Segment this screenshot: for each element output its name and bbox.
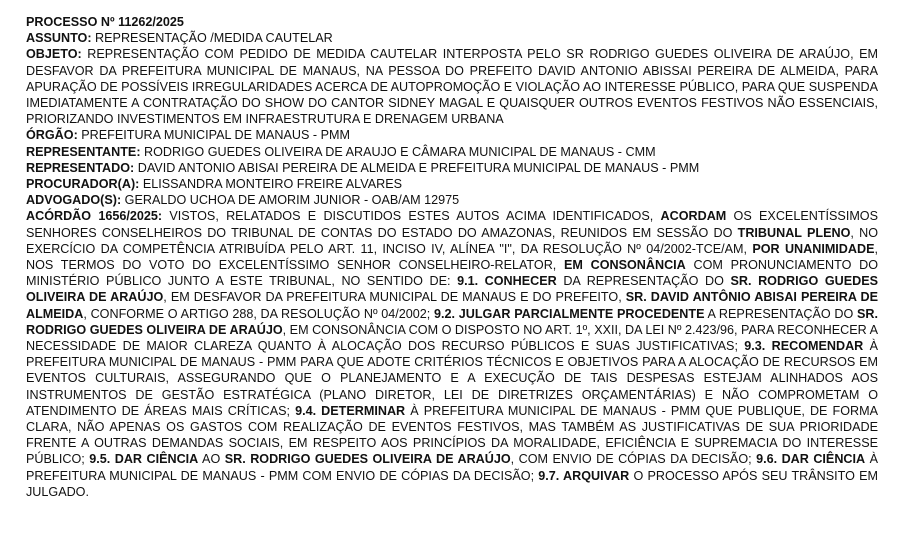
advogado-line <box>26 192 878 208</box>
assunto-value: REPRESENTAÇÃO /MEDIDA CAUTELAR <box>95 31 333 46</box>
representante-value: RODRIGO GUEDES OLIVEIRA DE ARAUJO E CÂMARA MUNICIPAL DE MANAUS - CMM <box>144 144 656 159</box>
representado-line <box>26 160 878 176</box>
acordao-text-segment: À PREFEITURA MUNICIPAL DE MANAUS - PMM QUE PUBLIQUE, DE FORMA CLARA, NÃO APENAS OS GASTOS COM REALIZAÇÃO DE EVENTOS FESTIVOS, MAS TAMBÉM AS JUSTIFICATIVAS DE SUA PRIORIDADE FRENTE A OUTRAS DEMANDAS SOCIAIS, EM RESPEITO AOS PRINCÍPIOS DA MORALIDADE, EFICIÊNCIA E SUPREMACIA DO INTERESSE PÚBLICO; <box>26 403 878 467</box>
procurador-value: ELISSANDRA MONTEIRO FREIRE ALVARES <box>142 177 403 192</box>
assunto-label: ASSUNTO: <box>26 31 92 46</box>
objeto-line <box>26 46 878 127</box>
acordao-bold-segment: SR. RODRIGO GUEDES OLIVEIRA DE ARAÚJO <box>26 274 879 305</box>
acordao-bold-segment: ACORDAM <box>660 209 727 224</box>
acordao-bold-segment: 9.6. DAR CIÊNCIA <box>756 452 866 467</box>
acordao-label: ACÓRDÃO 1656/2025: <box>26 209 163 224</box>
representante-line <box>26 144 878 160</box>
acordao-text-segment: OS EXCELENTÍSSIMOS SENHORES CONSELHEIROS DO TRIBUNAL DE CONTAS DO ESTADO DO AMAZONAS, REUNIDOS EM SESSÃO DO <box>26 209 878 240</box>
acordao-text-segment: , NO EXERCÍCIO DA COMPETÊNCIA ATRIBUÍDA PELO ART. 11, INCISO IV, ALÍNEA "I", DA RESOLUÇÃO Nº 04/2002-TCE/AM, <box>26 225 878 256</box>
acordao-bold-segment: 9.5. DAR CIÊNCIA <box>89 452 199 467</box>
acordao-text-segment: COM PRONUNCIAMENTO DO MINISTÉRIO PÚBLICO JUNTO A ESTE TRIBUNAL, NO SENTIDO DE: <box>26 258 879 289</box>
acordao-text-segment: DA REPRESENTAÇÃO DO <box>556 274 731 289</box>
acordao-bold-segment: POR UNANIMIDADE <box>752 241 875 256</box>
processo-line <box>26 14 878 30</box>
representado-value: DAVID ANTONIO ABISAI PEREIRA DE ALMEIDA E PREFEITURA MUNICIPAL DE MANAUS - PMM <box>137 160 700 175</box>
acordao-bold-segment: SR. RODRIGO GUEDES OLIVEIRA DE ARAÚJO <box>26 306 878 337</box>
procurador-line <box>26 176 878 192</box>
acordao-bold-segment: SR. DAVID ANTÔNIO ABISAI PEREIRA DE ALMEIDA <box>26 290 879 321</box>
acordao-text-segment: , NOS TERMOS DO VOTO DO EXCELENTÍSSIMO SENHOR CONSELHEIRO-RELATOR, <box>26 241 878 273</box>
assunto-line <box>26 30 878 46</box>
acordao-bold-segment: 9.7. ARQUIVAR <box>538 468 630 483</box>
acordao-bold-segment: SR. RODRIGO GUEDES OLIVEIRA DE ARAÚJO <box>224 452 511 467</box>
advogado-value: GERALDO UCHOA DE AMORIM JUNIOR - OAB/AM 12975 <box>124 193 460 208</box>
orgao-value: PREFEITURA MUNICIPAL DE MANAUS - PMM <box>81 128 350 143</box>
acordao-bold-segment: TRIBUNAL PLENO <box>737 225 851 240</box>
acordao-bold-segment: 9.2. JULGAR PARCIALMENTE PROCEDENTE <box>434 306 705 321</box>
acordao-text-segment: AO <box>198 452 225 467</box>
acordao-text-segment: , EM DESFAVOR DA PREFEITURA MUNICIPAL DE MANAUS E DO PREFEITO, <box>163 290 626 305</box>
acordao-text-segment: , COM ENVIO DE CÓPIAS DA DECISÃO; <box>510 452 757 467</box>
representante-label: REPRESENTANTE: <box>26 144 141 159</box>
acordao-bold-segment: 9.4. DETERMINAR <box>295 403 406 418</box>
orgao-label: ÓRGÃO: <box>26 128 78 143</box>
objeto-value: REPRESENTAÇÃO COM PEDIDO DE MEDIDA CAUTELAR INTERPOSTA PELO SR RODRIGO GUEDES OLIVEIRA DE ARAÚJO, EM DESFAVOR DA PREFEITURA MUNICIPAL DE MANAUS, NA PESSOA DO PREFEITO DAVID ANTONIO ABISSAI PEREIRA DE ALMEIDA, PARA APURAÇÃO DE POSSÍVEIS IRREGULARIDADES ACERCA DE AUTOPROMOÇÃO E VIOLAÇÃO AO INTERESSE PÚBLICO, PARA QUE SUSPENDA IMEDIATAMENTE A CONTRATAÇÃO DO SHOW DO CANTOR SIDNEY MAGAL E QUAISQUER OUTROS EVENTOS FESTIVOS NÃO ESSENCIAIS, PRIORIZANDO INVESTIMENTOS EM INFRAESTRUTURA E DRENAGEM URBANA <box>26 47 878 127</box>
processo-label: PROCESSO Nº 11262/2025 <box>26 15 184 29</box>
procurador-label: PROCURADOR(A): <box>26 177 140 192</box>
acordao-text-segment: À PREFEITURA MUNICIPAL DE MANAUS - PMM COM ENVIO DE CÓPIAS DA DECISÃO; <box>26 452 878 483</box>
acordao-text-segment: , CONFORME O ARTIGO 288, DA RESOLUÇÃO Nº 04/2002; <box>83 306 434 321</box>
representado-label: REPRESENTADO: <box>26 160 135 175</box>
acordao-bold-segment: 9.1. CONHECER <box>457 274 557 289</box>
acordao-bold-segment: 9.3. RECOMENDAR <box>744 339 864 354</box>
acordao-bold-segment: EM CONSONÂNCIA <box>564 258 686 273</box>
acordao-text-segment: VISTOS, RELATADOS E DISCUTIDOS ESTES AUTOS ACIMA IDENTIFICADOS, <box>162 209 661 224</box>
acordao-paragraph <box>26 208 878 500</box>
orgao-line <box>26 127 878 143</box>
advogado-label: ADVOGADO(S): <box>26 193 122 208</box>
objeto-label: OBJETO: <box>26 47 82 62</box>
acordao-text-segment: O PROCESSO APÓS SEU TRÂNSITO EM JULGADO. <box>26 468 878 499</box>
acordao-text-segment: À PREFEITURA MUNICIPAL DE MANAUS - PMM PARA QUE ADOTE CRITÉRIOS TÉCNICOS E OBJETIVOS PARA A ALOCAÇÃO DE RECURSOS EM EVENTOS CULTURAIS, ASSEGURANDO QUE O PLANEJAMENTO E A EXECUÇÃO DE TAIS DESPESAS ESTEJAM ALINHADOS AOS INSTRUMENTOS DE GESTÃO ESTRATÉGICA (PLANO DIRETOR, LEI DE DIRETRIZES ORÇAMENTÁRIAS) E NÃO COMPROMETAM O ATENDIMENTO DE ÁREAS MAIS CRÍTICAS; <box>26 339 878 418</box>
acordao-text-segment: A REPRESENTAÇÃO DO <box>704 306 857 321</box>
acordao-text-segment: , EM CONSONÂNCIA COM O DISPOSTO NO ART. 1º, XXII, DA LEI Nº 2.423/96, PARA RECONHECER A NECESSIDADE DE MAIOR CLAREZA QUANTO À ALOCAÇÃO DOS RECURSO PÚBLICOS E SUAS JUSTIFICATIVAS; <box>26 322 878 354</box>
